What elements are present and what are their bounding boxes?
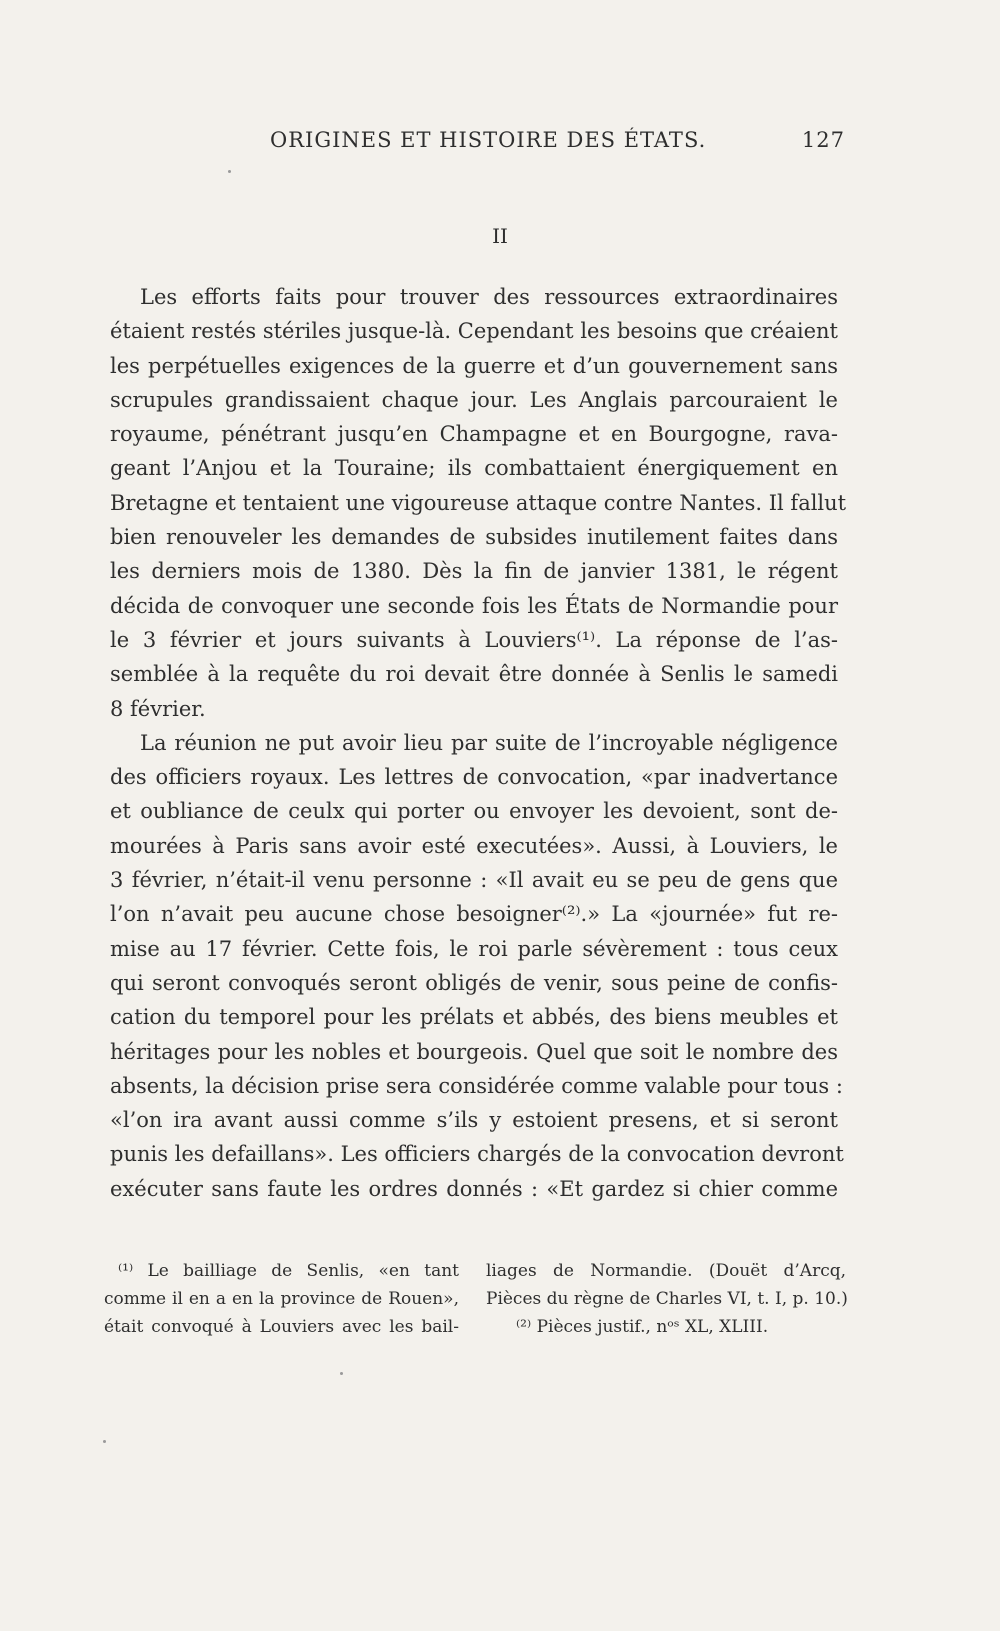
text-line: les derniers mois de 1380. Dès la fin de janvier 1381, le régent bbox=[110, 559, 838, 584]
text-line: 8 février. bbox=[110, 696, 206, 721]
text-line: l’on n’avait peu aucune chose besoigner⁽²⁾.» La «journée» fut re- bbox=[110, 902, 838, 927]
running-title: ORIGINES ET HISTOIRE DES ÉTATS. bbox=[270, 128, 707, 152]
paper-speck bbox=[103, 1440, 106, 1443]
text-line: et oubliance de ceulx qui porter ou envoyer les devoient, sont de- bbox=[110, 799, 838, 824]
footnote-column-right bbox=[486, 1257, 846, 1341]
text-line: le 3 février et jours suivants à Louviers⁽¹⁾. La réponse de l’as- bbox=[110, 627, 838, 652]
footnote-line: ⁽²⁾ Pièces justif., nᵒˢ XL, XLIII. bbox=[516, 1317, 769, 1337]
section-heading: II bbox=[492, 224, 508, 248]
footnote-line: comme il en a en la province de Rouen», bbox=[104, 1289, 459, 1309]
text-line: 3 février, n’était-il venu personne : «Il avait eu se peu de gens que bbox=[110, 868, 838, 893]
text-line: «l’on ira avant aussi comme s’ils y estoient presens, et si seront bbox=[110, 1108, 838, 1133]
footnote-line: ⁽¹⁾ Le bailliage de Senlis, «en tant bbox=[118, 1261, 459, 1281]
footnote-line: liages de Normandie. (Douët d’Arcq, bbox=[486, 1261, 846, 1281]
text-line: mise au 17 février. Cette fois, le roi parle sévèrement : tous ceux bbox=[110, 936, 838, 961]
text-line: Bretagne et tentaient une vigoureuse attaque contre Nantes. Il fallut bbox=[110, 490, 847, 515]
text-line: les perpétuelles exigences de la guerre et d’un gouvernement sans bbox=[110, 353, 838, 378]
text-line: La réunion ne put avoir lieu par suite de l’incroyable négligence bbox=[140, 730, 838, 755]
footnote-line: Pièces du règne de Charles VI, t. I, p. 10.) bbox=[486, 1289, 848, 1309]
text-line: décida de convoquer une seconde fois les États de Normandie pour bbox=[110, 593, 838, 618]
paper-speck bbox=[340, 1372, 343, 1375]
text-line: bien renouveler les demandes de subsides inutilement faites dans bbox=[110, 525, 838, 550]
body-text bbox=[110, 280, 847, 1206]
text-line: exécuter sans faute les ordres donnés : «Et gardez si chier comme bbox=[110, 1176, 838, 1201]
paper-speck bbox=[228, 170, 231, 173]
text-line: héritages pour les nobles et bourgeois. Quel que soit le nombre des bbox=[110, 1039, 838, 1064]
page-number: 127 bbox=[801, 128, 845, 152]
text-line: absents, la décision prise sera considérée comme valable pour tous : bbox=[110, 1073, 843, 1098]
text-line: semblée à la requête du roi devait être donnée à Senlis le samedi bbox=[110, 662, 838, 687]
text-line: mourées à Paris sans avoir esté executées». Aussi, à Louviers, le bbox=[110, 833, 838, 858]
text-line: Les efforts faits pour trouver des ressources extraordinaires bbox=[140, 285, 838, 309]
text-line: cation du temporel pour les prélats et abbés, des biens meubles et bbox=[110, 1005, 838, 1030]
text-line: scrupules grandissaient chaque jour. Les Anglais parcouraient le bbox=[110, 387, 838, 412]
footnote-line: était convoqué à Louviers avec les bail- bbox=[104, 1317, 459, 1337]
text-line: royaume, pénétrant jusqu’en Champagne et en Bourgogne, rava- bbox=[110, 422, 838, 447]
text-line: punis les defaillans». Les officiers chargés de la convocation devront bbox=[110, 1142, 844, 1167]
text-line: des officiers royaux. Les lettres de convocation, «par inadvertance bbox=[110, 765, 838, 790]
footnote-column-left bbox=[104, 1257, 459, 1341]
text-line: geant l’Anjou et la Touraine; ils combattaient énergiquement en bbox=[110, 456, 838, 481]
text-line: étaient restés stériles jusque-là. Cependant les besoins que créaient bbox=[110, 319, 838, 344]
text-line: qui seront convoqués seront obligés de venir, sous peine de confis- bbox=[110, 970, 838, 995]
